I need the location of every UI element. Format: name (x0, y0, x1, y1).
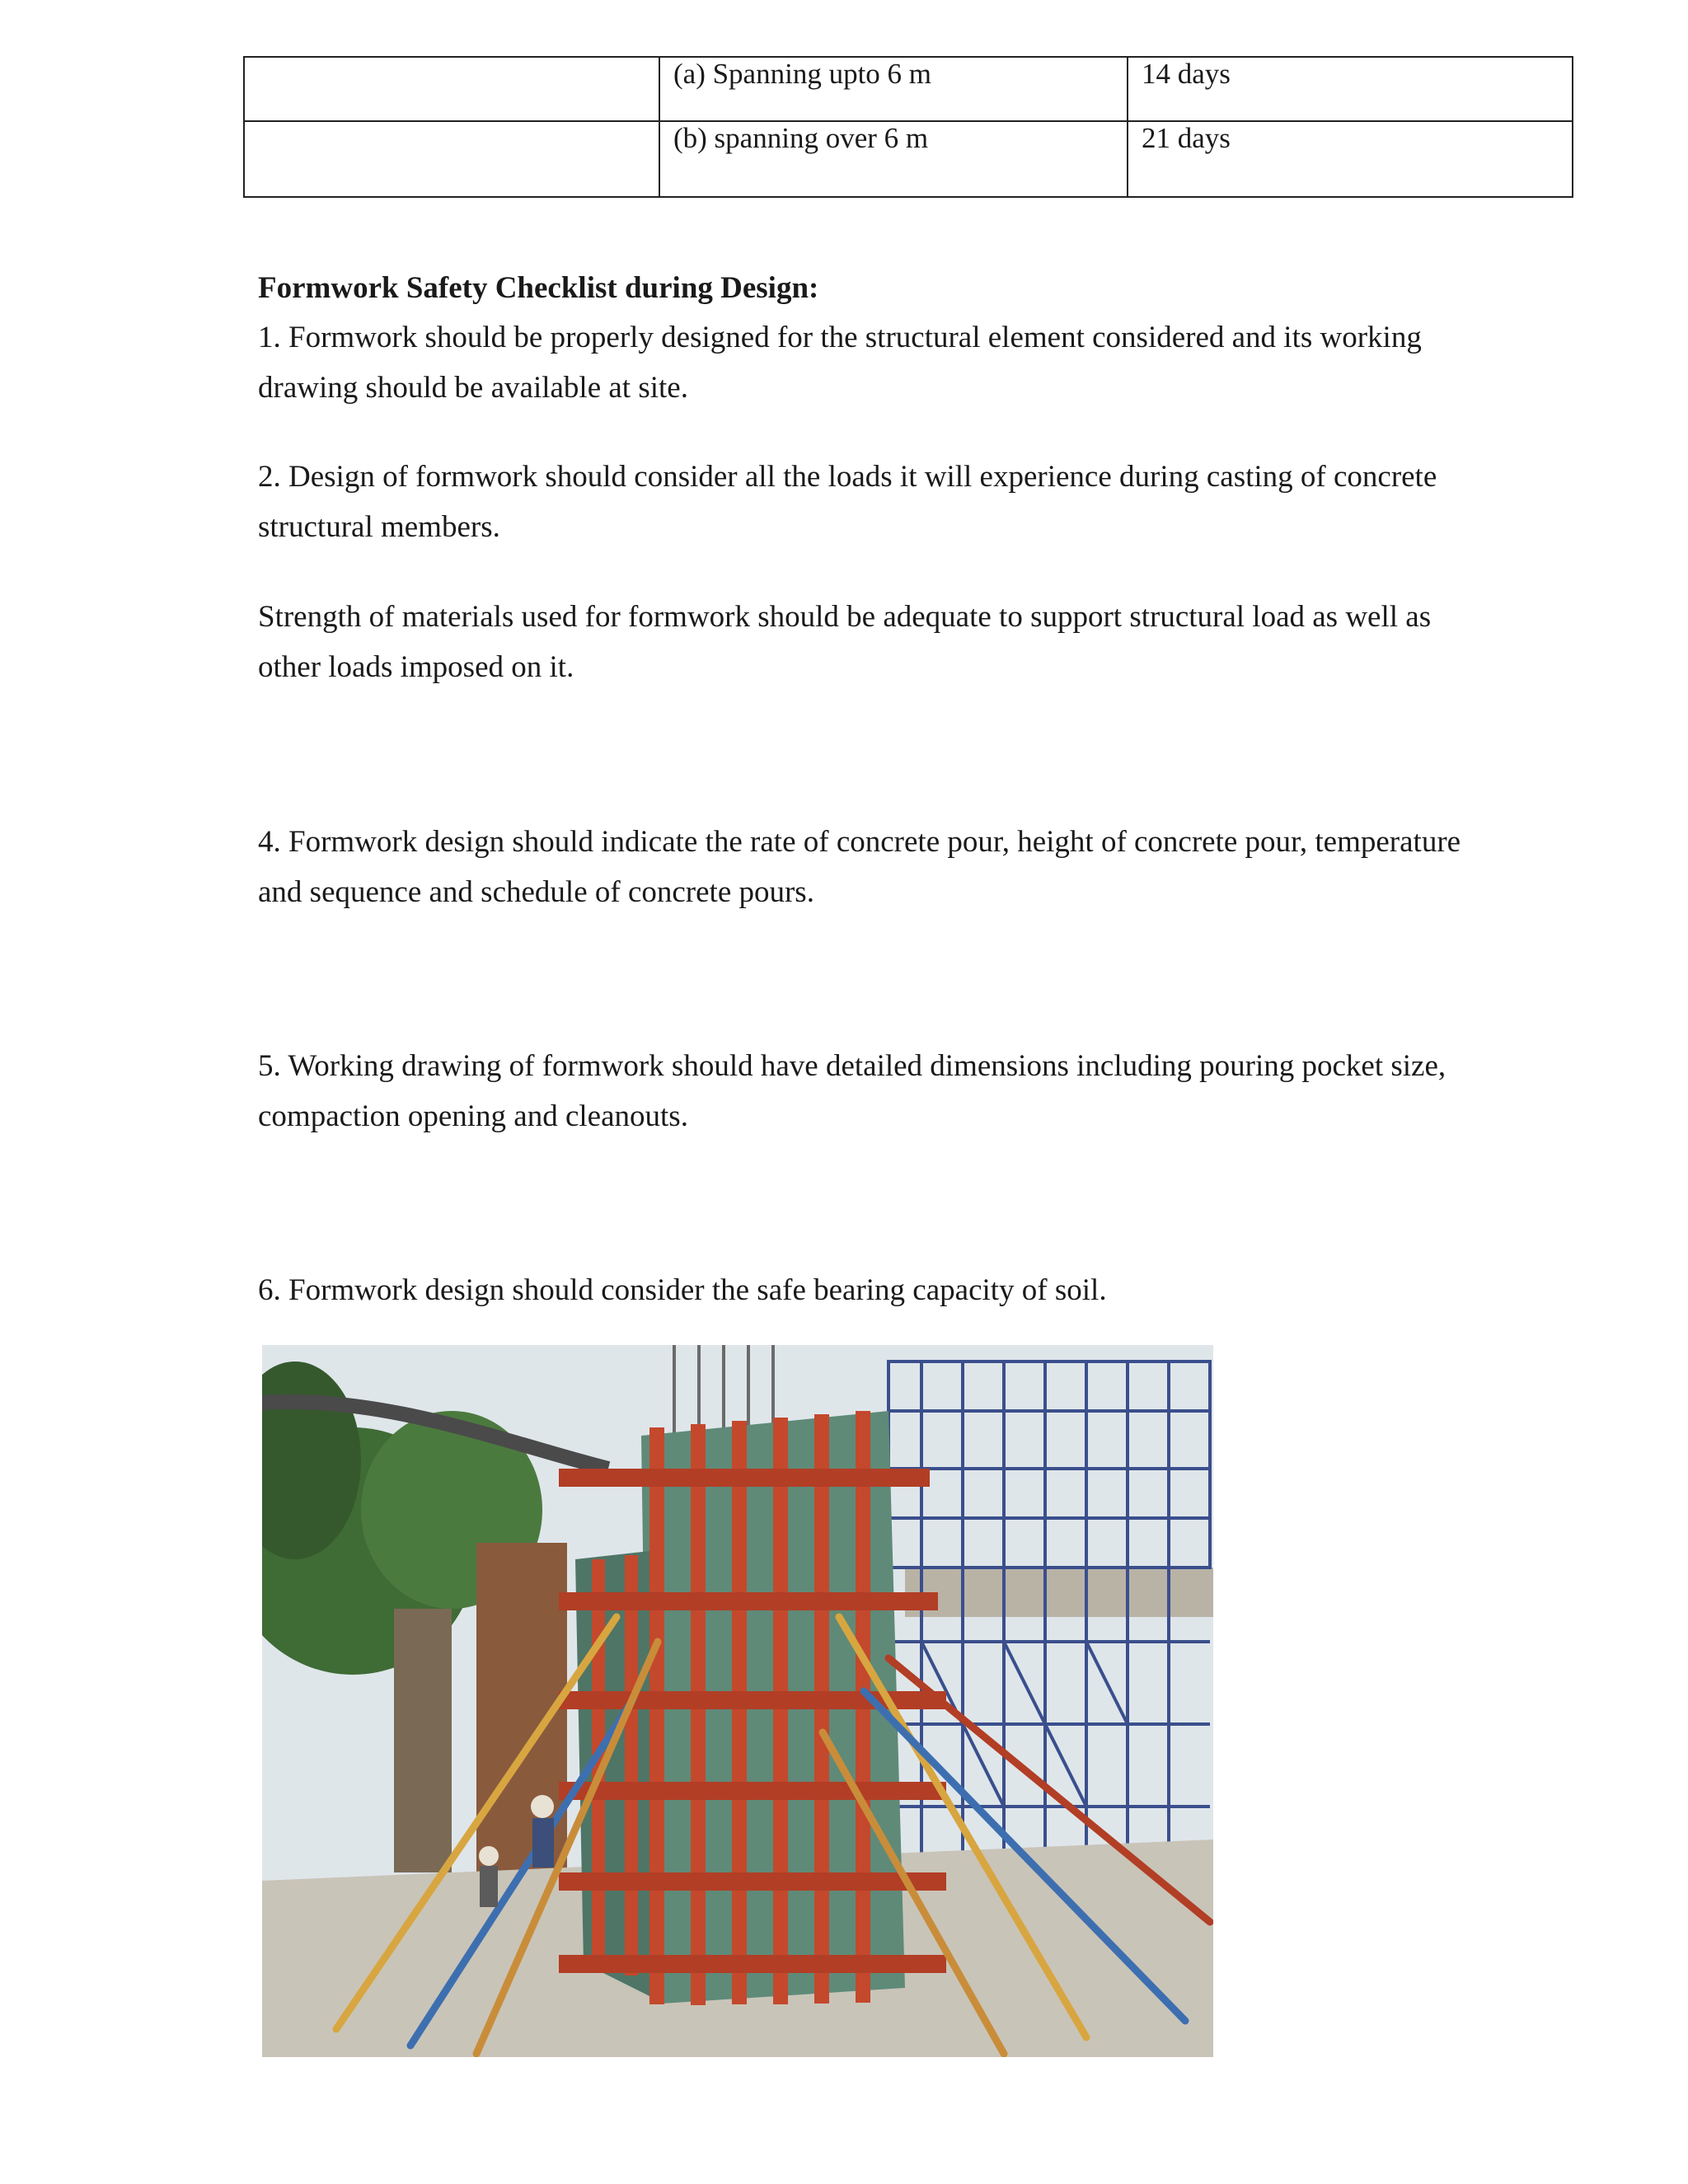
formwork-photo-illustration (262, 1345, 1213, 2057)
checklist-item-1: 1. Formwork should be properly designed for the structural element considered and its working drawing should be available at site. (258, 321, 1422, 405)
stripping-time-table (243, 56, 1573, 198)
column-formwork-photo (262, 1345, 1213, 2057)
checklist-item-strength: Strength of materials used for formwork should be adequate to support structural load as well as other loads imposed on it. (258, 600, 1432, 684)
checklist-item-6: 6. Formwork design should consider the safe bearing capacity of soil. (258, 1273, 1107, 1307)
table-cell-period: 21 days (1128, 121, 1573, 197)
checklist-item-4: 4. Formwork design should indicate the rate of concrete pour, height of concrete pour, temperature and sequence and schedule of concrete pours. (258, 825, 1461, 909)
table-cell-member (244, 57, 659, 121)
checklist-heading: Formwork Safety Checklist during Design: (258, 271, 819, 305)
table-cell-description: (a) Spanning upto 6 m (659, 57, 1128, 121)
checklist-item-5: 5. Working drawing of formwork should have detailed dimensions including pouring pocket size, compaction opening and cleanouts. (258, 1049, 1447, 1133)
checklist-item-2: 2. Design of formwork should consider all the loads it will experience during casting of concrete structural members. (258, 460, 1437, 544)
table-cell-member (244, 121, 659, 197)
table-cell-period: 14 days (1128, 57, 1573, 121)
table-cell-description: (b) spanning over 6 m (659, 121, 1128, 197)
table-row (244, 121, 1573, 197)
table-row (244, 57, 1573, 121)
